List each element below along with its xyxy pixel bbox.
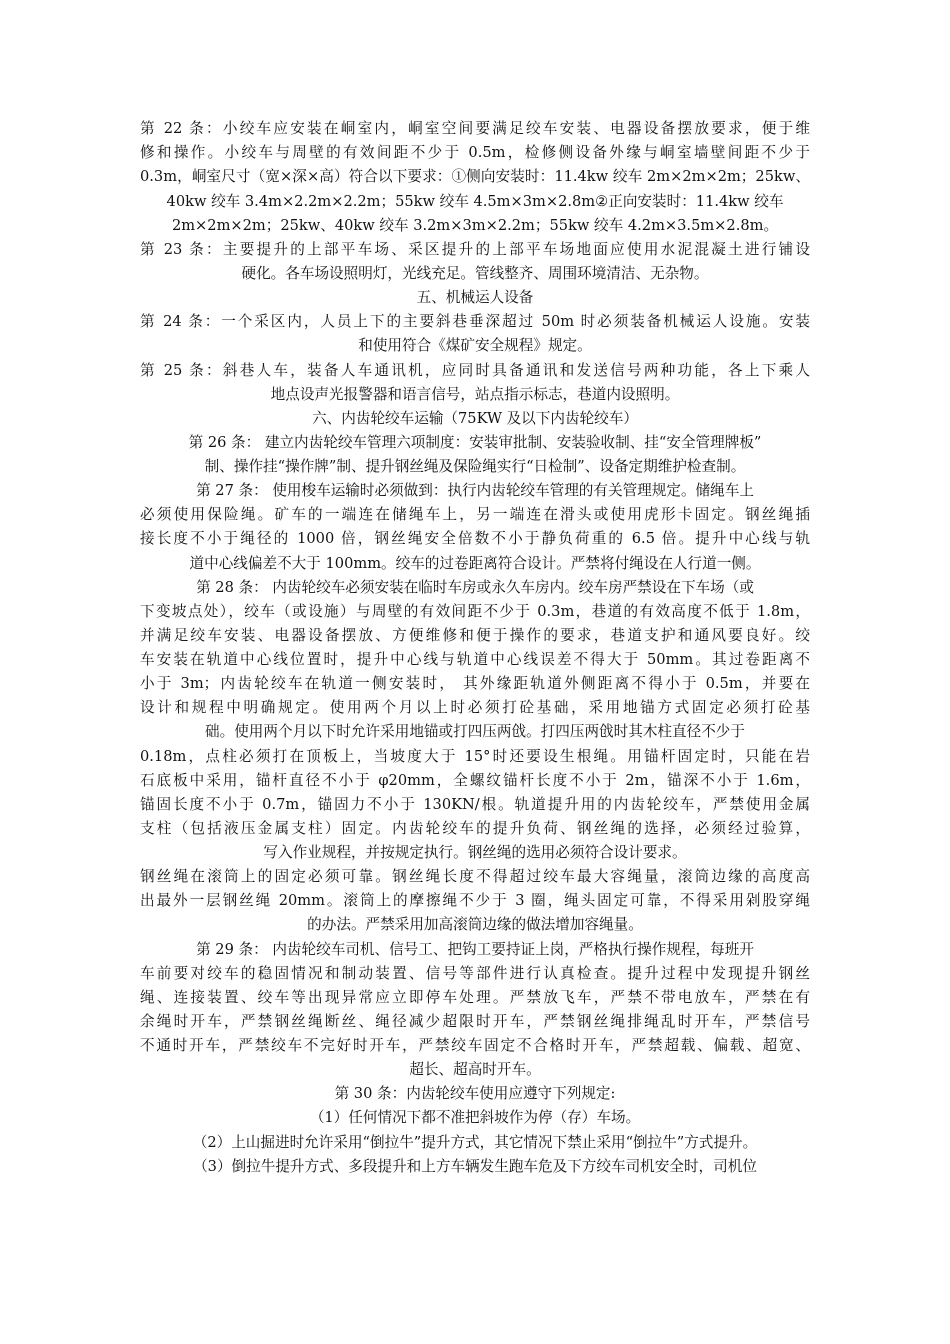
text-line: 2m×2m×2m；25kw、40kw 绞车 3.2m×3m×2.2m；55kw 绞车 4.2m×3.5m×2.8m。	[171, 217, 779, 234]
text-line: 第 22 条：小绞车应安装在峒室内，峒室空间要满足绞车安装、电器设备摆放要求，便于维	[140, 120, 810, 137]
text-line: 0.18m，点柱必须打在顶板上，当坡度大于 15°时还要设生根绳。用锚杆固定时，只能在岩	[140, 748, 810, 765]
text-line: 车前要对绞车的稳固情况和制动装置、信号等部件进行认真检查。提升过程中发现提升钢丝	[140, 965, 810, 982]
text-line: 第 24 条：一个采区内，人员上下的主要斜巷垂深超过 50m 时必须装备机械运人设施。安装	[140, 313, 810, 330]
text-line: 出最外一层钢丝绳 20mm。滚筒上的摩擦绳不少于 3 圈，绳头固定可靠，不得采用剁股穿绳	[140, 892, 810, 909]
text-line: 第 30 条：内齿轮绞车使用应遵守下列规定:	[334, 1085, 616, 1102]
text-line: 修和操作。小绞车与周壁的有效间距不少于 0.5m，检修侧设备外缘与峒室墙壁间距不少于	[140, 144, 810, 161]
text-line: 第 23 条：主要提升的上部平车场、采区提升的上部平车场地面应使用水泥混凝土进行铺设	[140, 241, 810, 258]
text-line: （2）上山掘进时允许采用“倒拉牛”提升方式，其它情况下禁止采用“倒拉牛”方式提升。	[192, 1134, 758, 1151]
section-heading: 五、机械运人设备	[416, 289, 534, 306]
text-line: 第 25 条：斜巷人车，装备人车通讯机，应同时具备通讯和发送信号两种功能，各上下乘人	[140, 362, 810, 379]
text-line: 第 29 条： 内齿轮绞车司机、信号工、把钩工要持证上岗，严格执行操作规程，每班开	[196, 941, 754, 958]
text-line: 超长、超高时开车。	[409, 1061, 541, 1078]
text-line: 石底板中采用，锚杆直径不小于 φ20mm，全螺纹锚杆长度不小于 2m，锚深不小于 1.6m，	[140, 772, 810, 789]
text-line: 的办法。严禁采用加高滚筒边缘的做法增加容绳量。	[307, 916, 643, 933]
section-heading: 六、内齿轮绞车运输（75KW 及以下内齿轮绞车）	[312, 410, 638, 427]
text-line: 接长度不小于绳径的 1000 倍，钢丝绳安全倍数不小于静负荷重的 6.5 倍。提升中心线与轨	[140, 530, 810, 547]
text-line: 硬化。各车场设照明灯，光线充足。管线整齐、周围环境清洁、无杂物。	[241, 265, 709, 282]
text-line: （1）任何情况下都不准把斜坡作为停（存）车场。	[309, 1109, 641, 1126]
text-line: 车安装在轨道中心线位置时，提升中心线与轨道中心线误差不得大于 50mm。其过卷距离不	[140, 651, 810, 668]
text-line: 支柱（包括液压金属支柱）固定。内齿轮绞车的提升负荷、钢丝绳的选择，必须经过验算，	[140, 820, 810, 837]
text-line: 余绳时开车，严禁钢丝绳断丝、绳径减少超限时开车，严禁钢丝绳排绳乱时开车，严禁信号	[140, 1013, 810, 1030]
text-line: 第 28 条： 内齿轮绞车必须安装在临时车房或永久车房内。绞车房严禁设在下车场（或	[196, 579, 754, 596]
text-line: 绳、连接装置、绞车等出现异常应立即停车处理。严禁放飞车，严禁不带电放车，严禁在有	[140, 989, 810, 1006]
text-line: 写入作业规程，并按规定执行。钢丝绳的选用必须符合设计要求。	[263, 844, 687, 861]
text-line: 制、操作挂“操作牌”制、提升钢丝绳及保险绳实行“日检制”、设备定期维护检查制。	[204, 458, 746, 475]
text-line: 第 26 条： 建立内齿轮绞车管理六项制度：安装审批制、安装验收制、挂“安全管理牌板”	[188, 434, 762, 451]
text-line: 设计和规程中明确规定。使用两个月以上时必须打砼基础，采用地锚方式固定必须打砼基	[140, 699, 810, 716]
text-line: （3）倒拉牛提升方式、多段提升和上方车辆发生跑车危及下方绞车司机安全时，司机位	[193, 1158, 757, 1175]
text-line: 第 27 条： 使用梭车运输时必须做到：执行内齿轮绞车管理的有关管理规定。储绳车上	[196, 482, 754, 499]
text-line: 钢丝绳在滚筒上的固定必须可靠。钢丝绳长度不得超过绞车最大容绳量，滚筒边缘的高度高	[140, 868, 810, 885]
text-line: 必须使用保险绳。矿车的一端连在储绳车上，另一端连在滑头或使用虎形卡固定。钢丝绳插	[140, 506, 810, 523]
text-line: 道中心线偏差不大于 100mm。绞车的过卷距离符合设计。严禁将付绳设在人行道一侧。	[189, 555, 761, 572]
text-line: 下变坡点处），绞车（或设施）与周壁的有效间距不少于 0.3m，巷道的有效高度不低于 1.8m，	[140, 603, 810, 620]
text-line: 40kw 绞车 3.4m×2.2m×2.2m；55kw 绞车 4.5m×3m×2.8m②正向安装时：11.4kw 绞车	[166, 193, 784, 210]
text-line: 并满足绞车安装、电器设备摆放、方便维修和便于操作的要求，巷道支护和通风要良好。绞	[140, 627, 810, 644]
text-line: 和使用符合《煤矿安全规程》规定。	[358, 337, 592, 354]
text-line: 不通时开车，严禁绞车不完好时开车，严禁绞车固定不合格时开车，严禁超载、偏载、超宽、	[140, 1037, 810, 1054]
text-line: 地点设声光报警器和语言信号，站点指示标志，巷道内设照明。	[270, 386, 680, 403]
text-line: 锚固长度不小于 0.7m，锚固力不小于 130KN/根。轨道提升用的内齿轮绞车，严禁使用金属	[140, 796, 810, 813]
text-line: 0.3m，峒室尺寸（宽×深×高）符合以下要求：①侧向安装时：11.4kw 绞车 2m×2m×2m；25kw、	[140, 168, 810, 185]
text-line: 小于 3m；内齿轮绞车在轨道一侧安装时， 其外缘距轨道外侧距离不得小于 0.5m，并要在	[140, 675, 810, 692]
text-line: 础。使用两个月以下时允许采用地锚或打四压两戗。打四压两戗时其木柱直径不少于	[205, 723, 745, 740]
